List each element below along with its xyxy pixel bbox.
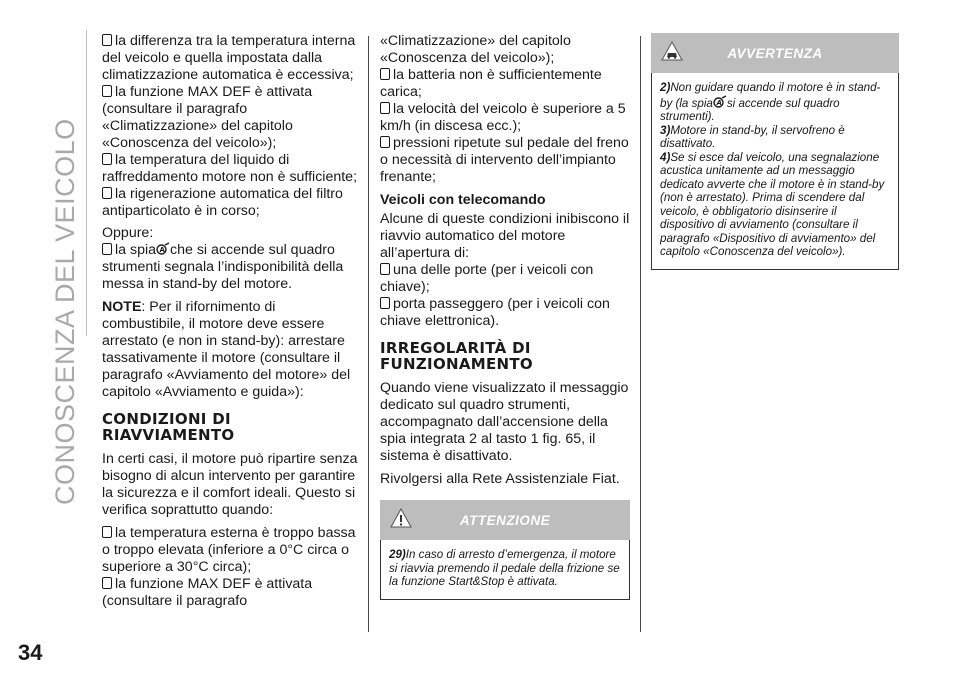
bullet-item: la differenza tra la temperatura interna del veicolo e quella impostata dalla climatizzazione automatica è eccessiva;	[102, 33, 356, 83]
bullet-box-icon	[102, 577, 112, 589]
bullet-box-icon	[380, 102, 390, 114]
side-rule	[86, 30, 87, 336]
column-separator	[368, 36, 369, 632]
paragraph: In certi casi, il motore può ripartire senza bisogno di alcun intervento per garantire la sicurezza e il comfort ideali. Questo si verifica soprattutto quando:	[102, 451, 358, 518]
paragraph: Quando viene visualizzato il messaggio dedicato sul quadro strumenti, accompagnato dall’accensione della spia integrata 2 al tasto 1 fig. 65, il sistema è disattivato.	[380, 380, 629, 464]
engine-standby-warning-icon	[713, 95, 727, 109]
bullet-item: la velocità del veicolo è superiore a 5 km/h (in discesa ecc.);	[380, 101, 626, 134]
avvertenza-title: AVVERTENZA	[727, 45, 823, 61]
column-1	[102, 33, 358, 610]
bullet-item: la temperatura del liquido di raffreddamento motore non è sufficiente;	[102, 152, 358, 185]
bullet-box-icon	[102, 526, 112, 538]
bullet-item: la rigenerazione automatica del filtro antiparticolato è in corso;	[102, 186, 343, 219]
svg-text:A: A	[716, 98, 722, 107]
avvertenza-header	[651, 33, 899, 73]
bullet-box-icon	[102, 153, 112, 165]
sub-heading: Veicoli con telecomando	[380, 192, 546, 208]
paragraph: Alcune di queste condizioni inibiscono il riavvio automatico del motore all’apertura di:	[380, 211, 630, 261]
attenzione-title: ATTENZIONE	[459, 512, 551, 528]
bullet-item: la funzione MAX DEF è attivata (consultare il paragrafo «Climatizzazione» del capitolo «Conoscenza del veicolo»);	[102, 84, 313, 151]
section-heading: IRREGOLARITÀ DI FUNZIONAMENTO	[380, 339, 533, 373]
warning-item: 3)Motore in stand-by, il servofreno è disattivato.	[660, 123, 845, 150]
column-3	[651, 33, 899, 270]
attenzione-body: 29)In caso di arresto d’emergenza, il motore si riavvia premendo il pedale della frizione se la funzione Start&Stop è attivata.	[380, 540, 630, 600]
bullet-item: la spia A che si accende sul quadro strumenti segnala l’indisponibilità della messa in stand-by del motore.	[102, 242, 344, 292]
bullet-box-icon	[102, 34, 112, 46]
bullet-item: la funzione MAX DEF è attivata (consultare il paragrafo	[102, 576, 313, 609]
warning-item: 2)Non guidare quando il motore è in stand-by (la spia A si accende sul quadro strumenti).	[660, 81, 881, 123]
bullet-item: la batteria non è sufficientemente carica;	[380, 67, 602, 100]
bullet-item: pressioni ripetute sul pedale del freno o necessità di intervento dell’impianto frenante;	[380, 135, 629, 185]
warning-triangle-icon	[390, 507, 412, 529]
bullet-box-icon	[102, 85, 112, 97]
bullet-box-icon	[380, 136, 390, 148]
bullet-item: la temperatura esterna è troppo bassa o troppo elevata (inferiore a 0°C circa o superiore a 30°C circa);	[102, 525, 356, 575]
bullet-item: porta passeggero (per i veicoli con chiave elettronica).	[380, 296, 610, 329]
bullet-box-icon	[380, 263, 390, 275]
svg-text:A: A	[159, 246, 165, 254]
note-paragraph: NOTE: Per il rifornimento di combustibile, il motore deve essere arrestato (e non in stand-by): arrestare tassativamente il motore (consultare il paragrafo «Avviamento del motore» del capitolo «Avviamento e guida»):	[102, 299, 351, 400]
column-separator	[640, 36, 641, 632]
engine-standby-warning-icon	[156, 242, 170, 256]
warning-item: 4)Se si esce dal veicolo, una segnalazione acustica unitamente ad un messaggio dedicato avverte che il motore è in stand-by (non è arrestato). Prima di scendere dal veicolo, è obbligatorio disinserire il dispositivo di avviamento (consultare il paragrafo «Dispositivo di avviamento» del capitolo «Conoscenza del veicolo»).	[660, 150, 885, 258]
bullet-box-icon	[102, 187, 112, 199]
bullet-box-icon	[102, 243, 112, 255]
section-heading: CONDIZIONI DI RIAVVIAMENTO	[102, 410, 235, 444]
paragraph: «Climatizzazione» del capitolo «Conoscenza del veicolo»);	[380, 33, 571, 66]
bullet-box-icon	[380, 297, 390, 309]
avvertenza-body	[651, 73, 899, 270]
page-number: 34	[18, 640, 43, 665]
paragraph: Rivolgersi alla Rete Assistenziale Fiat.	[380, 471, 620, 487]
bullet-box-icon	[380, 68, 390, 80]
attenzione-header	[380, 500, 630, 540]
section-side-title: CONOSCENZA DEL VEICOLO	[50, 118, 80, 505]
bullet-item: una delle porte (per i veicoli con chiave);	[380, 262, 594, 295]
car-warning-icon	[661, 40, 683, 62]
oppure-label: Oppure:	[102, 225, 154, 241]
column-2	[380, 33, 630, 600]
